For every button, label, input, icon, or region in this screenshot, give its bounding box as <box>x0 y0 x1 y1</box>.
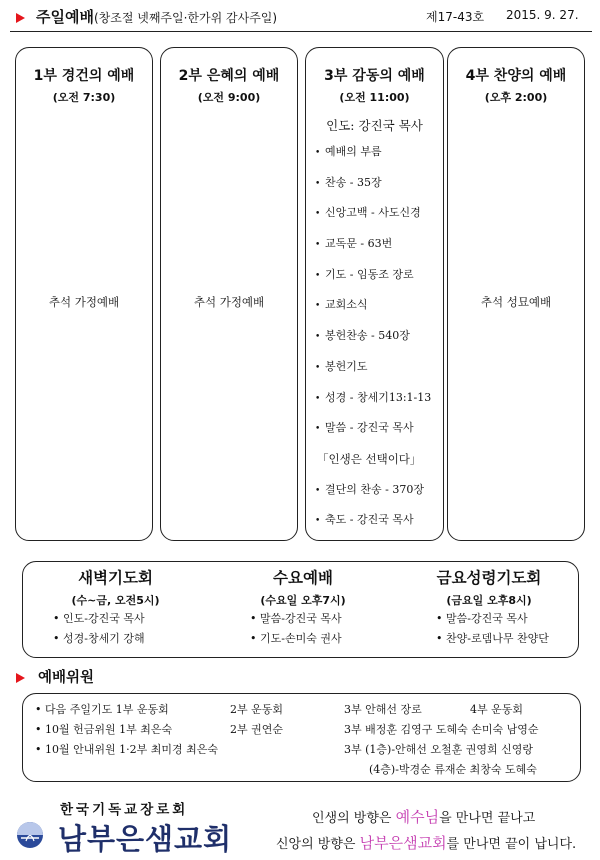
church-name: 남부은샘교회 <box>58 822 233 856</box>
title-text: 주일예배 <box>36 8 94 26</box>
committee-entry: • 다음 주일기도 1부 운동회 <box>35 703 169 716</box>
meeting-title: 수요예배 <box>273 569 333 587</box>
service-title: 1부 경건의 예배 <box>33 68 135 84</box>
committee-entry: • 10월 헌금위원 1부 최은숙 <box>35 723 173 736</box>
order-item: • 교독문 - 63번 <box>315 237 393 251</box>
subtitle-text: (창조절 넷째주일·한가위 감사주일) <box>93 11 278 25</box>
service-note: 추석 성묘예배 <box>480 295 552 309</box>
service-4-card <box>447 47 585 541</box>
committee-entry: 3부 (1층)-안해선 오철훈 권영희 신영랑 <box>344 743 534 756</box>
motto-highlight: 남부은샘교회 <box>359 834 447 852</box>
order-item: • 축도 - 강진국 목사 <box>315 513 414 527</box>
committee-title: 예배위원 <box>38 670 95 686</box>
denomination-name: 한국기독교장로회 <box>60 802 189 818</box>
order-of-worship <box>315 145 431 544</box>
sermon-title: 「인생은 선택이다」 <box>317 451 422 466</box>
header-arrow-icon <box>16 13 25 23</box>
service-time: (오전 7:30) <box>52 91 116 104</box>
header-divider <box>10 31 592 32</box>
service-2-card <box>160 47 298 541</box>
committee-entry: • 10월 안내위원 1·2부 최미경 최은숙 <box>35 743 218 756</box>
motto-highlight: 예수님 <box>395 808 440 826</box>
order-item: • 예배의 부름 <box>315 145 382 158</box>
meeting-title: 새벽기도회 <box>78 569 153 587</box>
committee-entry: (4층)-박경순 류재순 최창숙 도혜숙 <box>369 763 537 776</box>
service-leader: 인도: 강진국 목사 <box>326 118 423 133</box>
committee-entry: 2부 권연순 <box>230 723 283 736</box>
motto-line-1: 인생의 방향은 예수님을 만나면 끝나고 <box>312 808 536 826</box>
order-item: • 봉헌기도 <box>315 359 368 373</box>
issue-date: 2015. 9. 27. <box>506 8 579 22</box>
service-title: 4부 찬양의 예배 <box>465 68 567 84</box>
meeting-item: • 성경-창세기 강해 <box>53 632 145 645</box>
order-item: • 봉헌찬송 - 540장 <box>315 329 410 343</box>
service-title: 2부 은혜의 예배 <box>178 68 280 84</box>
committee-entry: 4부 운동회 <box>470 703 523 716</box>
service-time: (오전 9:00) <box>197 91 261 104</box>
order-item: • 교회소식 <box>315 298 368 312</box>
church-logo-icon <box>16 821 44 849</box>
meeting-item: • 말씀-강진국 목사 <box>250 612 342 625</box>
order-item: • 신앙고백 - 사도신경 <box>315 206 421 220</box>
meeting-time: (금요일 오후8시) <box>446 594 532 607</box>
section-arrow-icon <box>16 673 25 683</box>
order-item: • 기도 - 임동조 장로 <box>315 267 414 281</box>
committee-entry: 3부 배정훈 김영구 도혜숙 손미숙 남영순 <box>344 723 539 736</box>
meeting-item: • 인도-강진국 목사 <box>53 612 145 625</box>
meeting-time: (수~금, 오전5시) <box>71 594 160 607</box>
order-item: • 결단의 찬송 - 370장 <box>315 482 424 496</box>
issue-number: 제17-43호 <box>426 10 485 24</box>
service-note: 추석 가정예배 <box>48 295 120 309</box>
meeting-item: • 찬양-로뎀나무 찬양단 <box>436 632 549 645</box>
meeting-title: 금요성령기도회 <box>436 569 542 587</box>
committee-box <box>22 693 581 782</box>
page-title <box>36 6 277 27</box>
service-note: 추석 가정예배 <box>193 295 265 309</box>
meeting-item: • 기도-손미숙 권사 <box>250 632 342 645</box>
order-item: • 말씀 - 강진국 목사 <box>315 421 414 435</box>
order-item: • 찬송 - 35장 <box>315 175 382 189</box>
service-title: 3부 감동의 예배 <box>324 68 425 84</box>
committee-entry: 3부 안해선 장로 <box>344 703 422 716</box>
order-item: • 성경 - 창세기13:1-13 <box>315 390 432 404</box>
meeting-time: (수요일 오후7시) <box>260 594 346 607</box>
committee-entry: 2부 운동회 <box>230 703 283 716</box>
service-3-card <box>305 47 444 541</box>
service-time: (오후 2:00) <box>484 91 548 104</box>
service-time: (오전 11:00) <box>339 91 410 104</box>
meeting-item: • 말씀-강진국 목사 <box>436 612 528 625</box>
motto-line-2: 신앙의 방향은 남부은샘교회를 만나면 끝이 납니다. <box>276 834 577 852</box>
service-1-card <box>15 47 153 541</box>
prayer-meetings-box <box>22 561 579 658</box>
